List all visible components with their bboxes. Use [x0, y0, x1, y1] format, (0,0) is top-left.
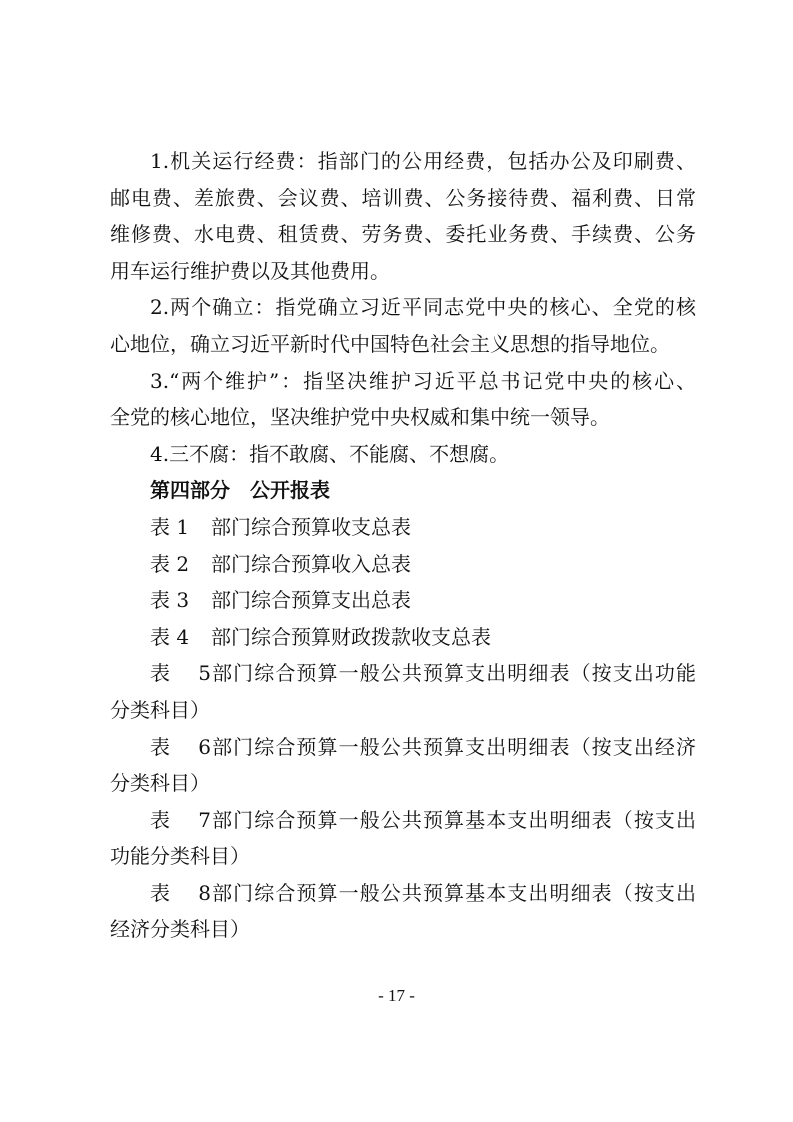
text-line [110, 875, 696, 912]
list-item [110, 875, 696, 948]
document-body [110, 143, 696, 948]
text-line: 维修费、水电费、租赁费、劳务费、委托业务费、手续费、公务 [110, 222, 696, 247]
table-title: 部门综合预算一般公共预算支出明细表（按支出功能 [211, 661, 696, 686]
text-line [110, 802, 696, 839]
table-title: 部门综合预算一般公共预算基本支出明细表（按支出 [211, 807, 696, 832]
text-line: 用车运行维护费以及其他费用。 [110, 258, 390, 283]
list-item [110, 802, 696, 875]
list-item [110, 582, 696, 619]
list-item [110, 619, 696, 656]
table-title-continued: 分类科目） [110, 697, 210, 722]
table-list [110, 509, 696, 948]
text-line: 3.“两个维护”：指坚决维护习近平总书记党中央的核心、 [150, 368, 696, 393]
table-title: 部门综合预算支出总表 [211, 588, 411, 613]
text-line: 全党的核心地位，坚决维护党中央权威和集中统一领导。 [110, 405, 610, 430]
definition-paragraph [110, 143, 696, 289]
list-item [110, 729, 696, 802]
list-item [110, 546, 696, 583]
table-number: 表 1 [150, 514, 190, 539]
page-number: - 17 - [378, 986, 415, 1005]
text-line: 2.两个确立：指党确立习近平同志党中央的核心、全党的核 [150, 295, 696, 320]
definition-paragraph [110, 363, 696, 436]
table-number: 表 5 [150, 661, 211, 686]
table-number: 表 4 [150, 624, 190, 649]
table-title-continued: 分类科目） [110, 771, 210, 796]
text-line: 4.三不腐：指不敢腐、不能腐、不想腐。 [150, 441, 510, 466]
table-title-continued: 功能分类科目） [110, 844, 250, 869]
definition-paragraph [110, 436, 696, 473]
text-line: 邮电费、差旅费、会议费、培训费、公务接待费、福利费、日常 [110, 185, 696, 210]
text-line: 心地位，确立习近平新时代中国特色社会主义思想的指导地位。 [110, 331, 670, 356]
table-title: 部门综合预算一般公共预算支出明细表（按支出经济 [211, 734, 696, 759]
definition-paragraph [110, 289, 696, 362]
table-number: 表 2 [150, 551, 190, 576]
list-item [110, 655, 696, 728]
text-line [110, 729, 696, 766]
table-number: 表 7 [150, 807, 211, 832]
table-number: 表 8 [150, 880, 211, 905]
section-heading: 第四部分 公开报表 [150, 478, 330, 503]
table-title: 部门综合预算一般公共预算基本支出明细表（按支出 [211, 880, 696, 905]
list-item [110, 509, 696, 546]
table-title-continued: 经济分类科目） [110, 917, 250, 942]
text-line: 1.机关运行经费：指部门的公用经费，包括办公及印刷费、 [150, 149, 696, 173]
table-title: 部门综合预算财政拨款收支总表 [211, 624, 491, 649]
table-number: 表 3 [150, 588, 190, 613]
table-number: 表 6 [150, 734, 211, 759]
text-line [110, 655, 696, 692]
table-title: 部门综合预算收入总表 [211, 551, 411, 576]
table-title: 部门综合预算收支总表 [211, 514, 411, 539]
